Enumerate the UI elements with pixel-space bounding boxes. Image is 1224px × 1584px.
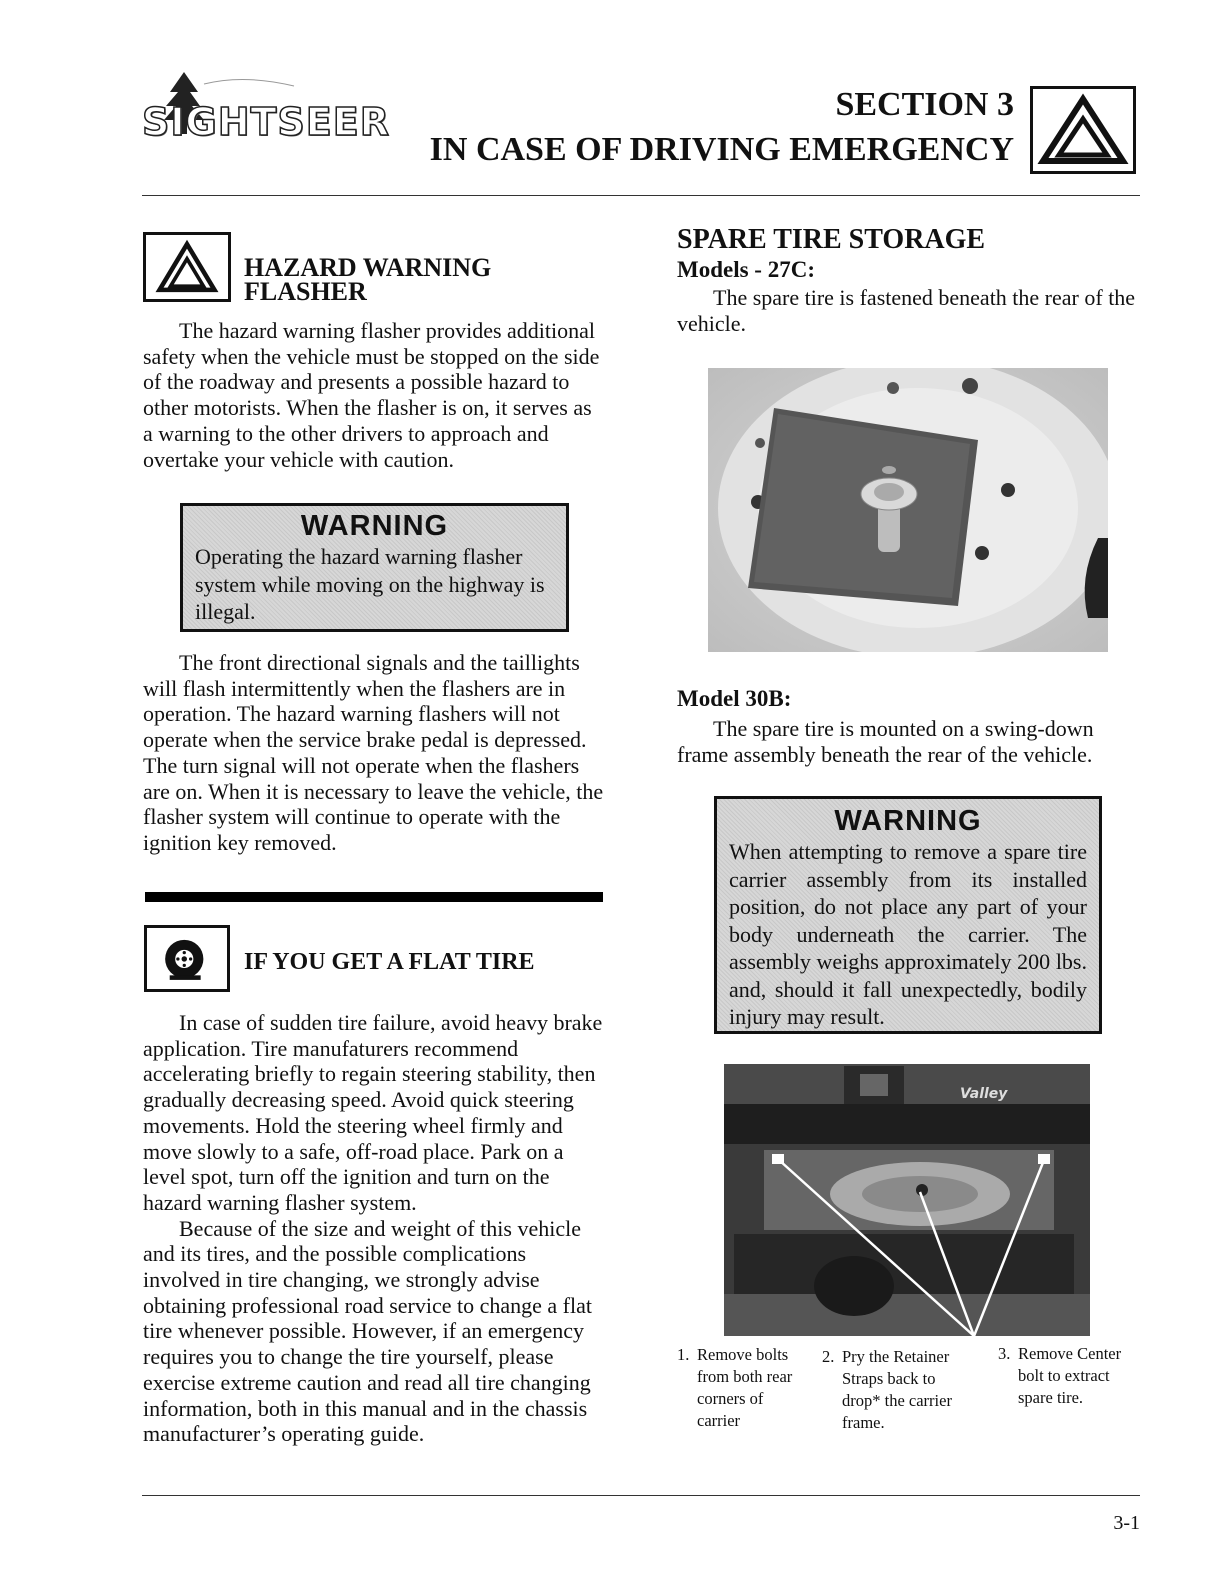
section-divider [145, 892, 603, 902]
section-number: SECTION 3 [835, 86, 1014, 123]
warning-text: Operating the hazard warning flasher system while moving on the highway is illegal. [195, 544, 545, 624]
warning-title: WARNING [834, 805, 982, 837]
photo-brand-label: Valley [960, 1086, 1008, 1102]
spare-tire-heading: SPARE TIRE STORAGE [677, 224, 986, 255]
hazard-heading: HAZARD WARNING FLASHER [244, 253, 492, 306]
flat-tire-paragraph-2: Because of the size and weight of this vehicle and its tires, and the possible complications involved in tire changing, we strongly advise obtaining professional road service to change a flat tire whenever possible. However, if an emergency requires you to change the tire yourself, please exercise extreme caution and read all tire changing information, both in this manual and in the chassis manufacturer’s operating guide. [143, 1215, 593, 1447]
caption-1: 1. Remove bolts from both rear corners of carrier [677, 1345, 793, 1430]
swing-down-carrier-photo [724, 1064, 1090, 1336]
model-27c-label: Models - 27C: [677, 257, 815, 282]
hazard-paragraph-2: The front directional signals and the taillights will flash intermittently when the flashers are in operation. The hazard warning flashers will not operate when the service brake pedal is depressed. The turn signal will not operate when the flashers are on. When it is necessary to leave the vehicle, the flasher system will continue to operate with the ignition key removed. [143, 650, 604, 855]
page-number: 3-1 [1113, 1512, 1140, 1534]
hazard-paragraph: The hazard warning flasher provides additional safety when the vehicle must be stopped on the side of the roadway and presents a possible hazard to other motorists. When the flasher is on, it serves as a warning to the other drivers to approach and overtake your vehicle with caution. [143, 318, 600, 472]
spare-tire-warning-box [714, 796, 1102, 1034]
model-30b-label: Model 30B: [677, 686, 792, 711]
section-title: IN CASE OF DRIVING EMERGENCY [429, 131, 1014, 168]
header-rule [142, 195, 1140, 196]
flat-tire-heading: IF YOU GET A FLAT TIRE [244, 949, 535, 975]
spare-tire-photo-27c [708, 368, 1108, 652]
flat-tire-icon [144, 925, 230, 992]
brand-wordmark: SIGHTSEER [142, 100, 390, 144]
caption-3: 3. Remove Center bolt to extract spare tire. [998, 1344, 1122, 1407]
model-27c-text: The spare tire is fastened beneath the rear of the vehicle. [677, 285, 1136, 336]
flat-tire-text [143, 1010, 605, 1447]
warning-text: When attempting to remove a spare tire carrier assembly from its installed position, do not place any part of your body underneath the carrier. The assembly weighs approximately 200 lbs. and, should it fall unexpectedly, bodily injury may result. [729, 839, 1087, 1029]
hazard-flasher-icon [143, 232, 231, 302]
hazard-triangle-icon [1030, 86, 1136, 174]
model-30b-text: The spare tire is mounted on a swing-down frame assembly beneath the rear of the vehicle. [677, 716, 1094, 767]
flat-tire-paragraph-1: In case of sudden tire failure, avoid heavy brake application. Tire manufaturers recommend accelerating briefly to regain steering stability, then gradually decreasing speed. Avoid quick steering movements. Hold the steering wheel firmly and move slowly to a safe, off-road place. Park on a level spot, turn off the ignition and turn on the hazard warning flasher system. [143, 1010, 603, 1215]
warning-title: WARNING [300, 510, 449, 542]
footer-rule [142, 1495, 1140, 1496]
hazard-warning-box [180, 503, 569, 632]
caption-2: 2. Pry the Retainer Straps back to drop* the carrier frame. [822, 1347, 952, 1432]
